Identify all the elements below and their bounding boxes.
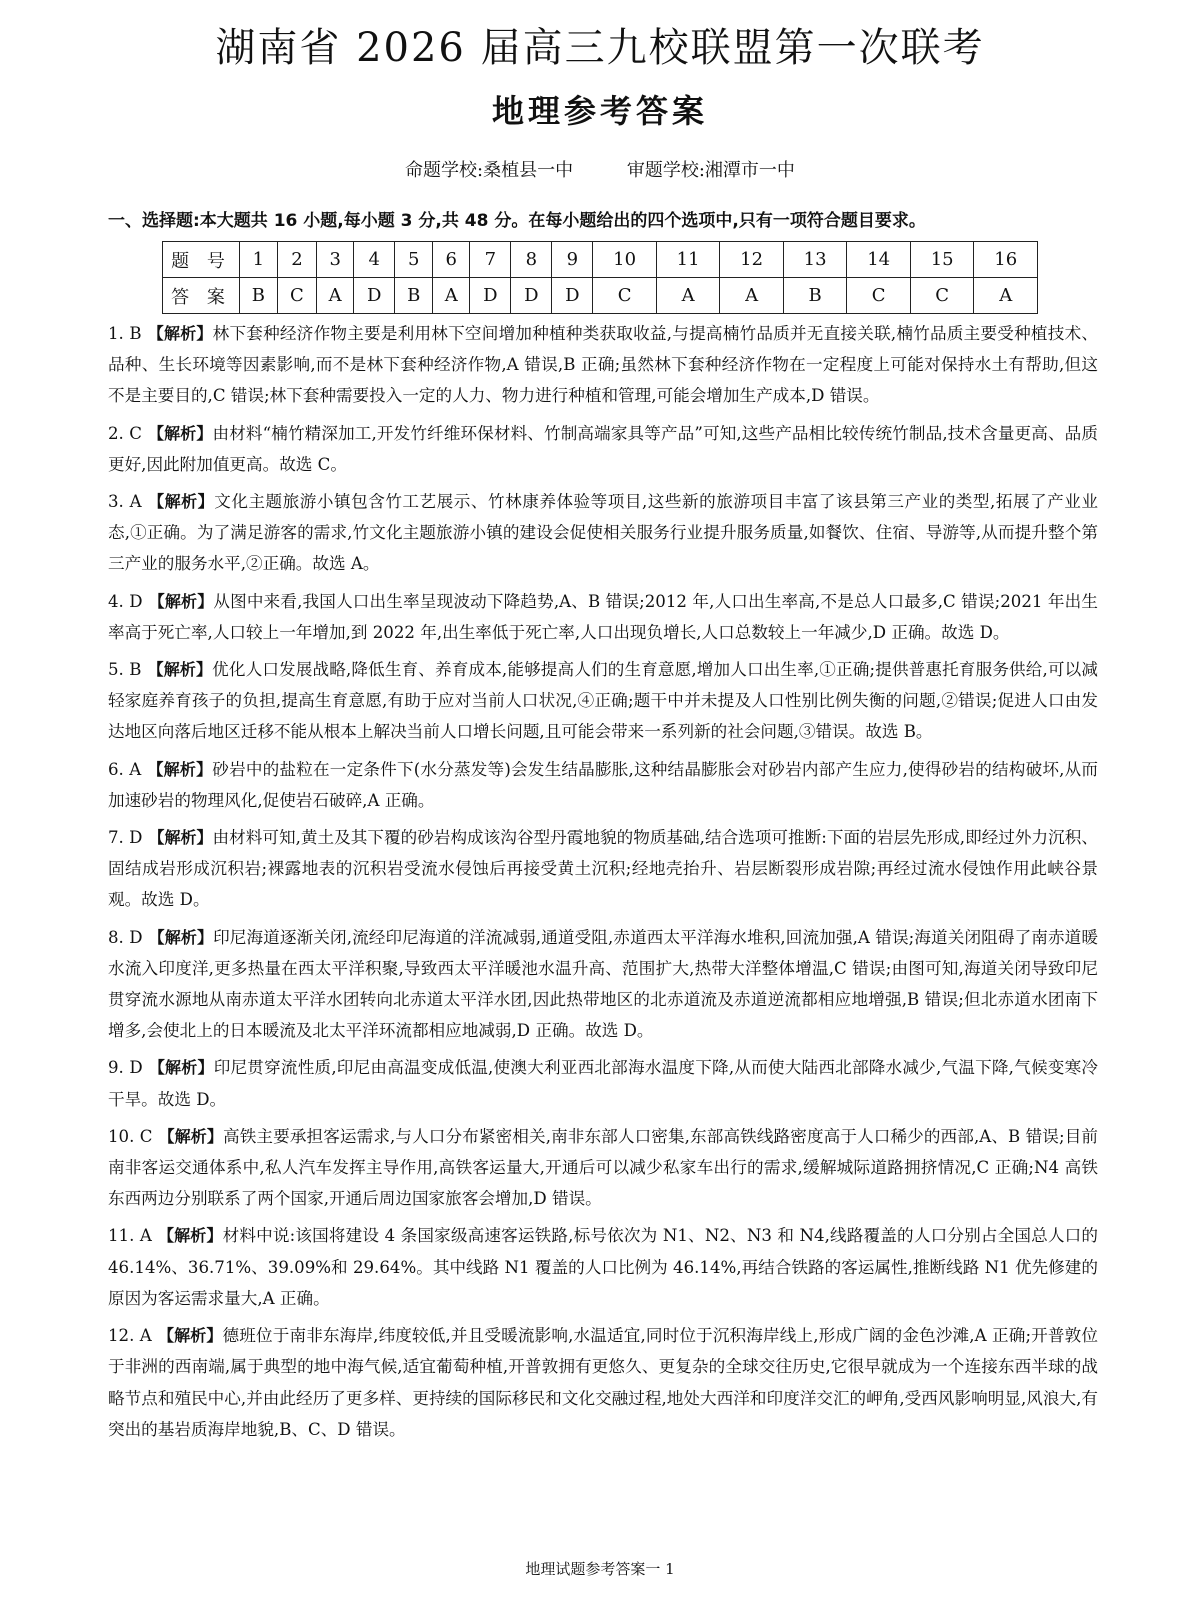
answer-cell: A xyxy=(433,278,470,314)
question-number: 7 xyxy=(470,242,511,278)
answer-table xyxy=(162,241,1038,314)
explanations-list xyxy=(108,318,1098,1451)
analysis-tag: 【解析】 xyxy=(157,1226,223,1246)
explanation-number: 7. D xyxy=(108,828,143,848)
answer-cell: D xyxy=(470,278,511,314)
question-number: 4 xyxy=(354,242,395,278)
explanation-item xyxy=(108,1220,1098,1314)
explanation-text: 高铁主要承担客运需求,与人口分布紧密相关,南非东部人口密集,东部高铁线路密度高于人口稀少的西部,A、B 错误;目前南非客运交通体系中,私人汽车发挥主导作用,高铁客运量大,开通后可以减少私家车出行的需求,缓解城际道路拥挤情况,C 正确;N4 高铁东西两边分别联系了两个国家,开通后周边国家旅客会增加,D 错误。 xyxy=(108,1126,1098,1209)
page-footer: 地理试题参考答案一 1 xyxy=(525,1560,675,1578)
answer-cell: C xyxy=(847,278,911,314)
reviewer-school: 审题学校:湘潭市一中 xyxy=(626,160,795,181)
analysis-tag: 【解析】 xyxy=(148,828,213,848)
explanation-number: 8. D xyxy=(108,927,143,947)
explanation-item xyxy=(108,754,1098,816)
explanation-text: 材料中说:该国将建设 4 条国家级高速客运铁路,标号依次为 N1、N2、N3 和 N4,线路覆盖的人口分别占全国总人口的 46.14%、36.71%、39.09%和 29.64%。其中线路 N1 覆盖的人口比例为 46.14%,再结合铁路的客运属性,推断线路 N1 优先修建的原因为客运需求量大,A 正确。 xyxy=(108,1226,1098,1308)
setter-school: 命题学校:桑植县一中 xyxy=(405,160,574,181)
answer-cell: D xyxy=(552,278,593,314)
question-number: 11 xyxy=(656,242,720,278)
explanation-item xyxy=(108,318,1098,412)
explanation-text: 文化主题旅游小镇包含竹工艺展示、竹林康养体验等项目,这些新的旅游项目丰富了该县第三产业的类型,拓展了产业业态,①正确。为了满足游客的需求,竹文化主题旅游小镇的建设会促使相关服务行业提升服务质量,如餐饮、住宿、导游等,从而提升整个第三产业的服务水平,②正确。故选 A。 xyxy=(108,492,1098,574)
answer-cell: C xyxy=(910,278,974,314)
exam-title: 湖南省 2026 届高三九校联盟第一次联考 xyxy=(215,25,985,71)
row-label-answers: 答 案 xyxy=(163,278,240,314)
answer-cell: C xyxy=(277,278,316,314)
question-number-row xyxy=(163,242,1038,278)
explanation-item xyxy=(108,654,1098,748)
explanation-number: 1. B xyxy=(108,324,142,343)
analysis-tag: 【解析】 xyxy=(148,1058,214,1078)
analysis-tag: 【解析】 xyxy=(147,492,215,512)
section-heading: 一、选择题:本大题共 16 小题,每小题 3 分,共 48 分。在每小题给出的四个选项中,只有一项符合题目要求。 xyxy=(108,211,926,231)
answer-cell: A xyxy=(720,278,784,314)
analysis-tag: 【解析】 xyxy=(147,660,213,680)
explanation-number: 11. A xyxy=(108,1226,152,1246)
explanation-text: 砂岩中的盐粒在一定条件下(水分蒸发等)会发生结晶膨胀,这种结晶膨胀会对砂岩内部产生应力,使得砂岩的结构破坏,从而加速砂岩的物理风化,促使岩石破碎,A 正确。 xyxy=(108,759,1098,810)
question-number: 14 xyxy=(847,242,911,278)
explanation-text: 优化人口发展战略,降低生育、养育成本,能够提高人们的生育意愿,增加人口出生率,①正确;提供普惠托育服务供给,可以减轻家庭养育孩子的负担,提高生育意愿,有助于应对当前人口状况,④正确;题干中并未提及人口性别比例失衡的问题,②错误;促进人口由发达地区向落后地区迁移不能从根本上解决当前人口增长问题,且可能会带来一系列新的社会问题,③错误。故选 B。 xyxy=(108,660,1098,742)
explanation-number: 9. D xyxy=(108,1058,143,1078)
answer-cell: D xyxy=(511,278,552,314)
question-number: 12 xyxy=(720,242,784,278)
explanation-number: 5. B xyxy=(108,660,142,680)
question-number: 10 xyxy=(593,242,657,278)
explanation-number: 4. D xyxy=(108,591,143,611)
question-number: 3 xyxy=(317,242,354,278)
question-number: 2 xyxy=(277,242,316,278)
explanation-item xyxy=(108,922,1098,1047)
row-label-numbers: 题 号 xyxy=(163,242,240,278)
explanation-text: 从图中来看,我国人口出生率呈现波动下降趋势,A、B 错误;2012 年,人口出生率高,不是总人口最多,C 错误;2021 年出生率高于死亡率,人口较上一年增加,到 2022 年,出生率低于死亡率,人口出现负增长,人口总数较上一年减少,D 正确。故选 D。 xyxy=(108,591,1098,642)
question-number: 1 xyxy=(240,242,278,278)
explanation-number: 12. A xyxy=(108,1326,152,1346)
explanation-text: 印尼海道逐渐关闭,流经印尼海道的洋流减弱,通道受阻,赤道西太平洋海水堆积,回流加强,A 错误;海道关闭阻碍了南赤道暖水流入印度洋,更多热量在西太平洋积聚,导致西太平洋暖池水温升高、范围扩大,热带大洋整体增温,C 错误;由图可知,海道关闭导致印尼贯穿流水源地从南赤道太平洋水团转向北赤道太平洋水团,因此热带地区的北赤道流及赤道逆流都相应地增强,B 错误;但北赤道水团南下增多,会使北上的日本暖流及北太平洋环流都相应地减弱,D 正确。故选 D。 xyxy=(108,927,1098,1041)
answer-cell: A xyxy=(656,278,720,314)
answer-row xyxy=(163,278,1038,314)
answer-cell: A xyxy=(317,278,354,314)
question-number: 16 xyxy=(974,242,1038,278)
question-number: 5 xyxy=(395,242,433,278)
analysis-tag: 【解析】 xyxy=(147,759,213,779)
answer-cell: A xyxy=(974,278,1038,314)
explanation-text: 印尼贯穿流性质,印尼由高温变成低温,使澳大利亚西北部海水温度下降,从而使大陆西北部降水减少,气温下降,气候变寒冷干旱。故选 D。 xyxy=(108,1058,1098,1109)
explanation-number: 2. C xyxy=(108,423,142,443)
answer-cell: C xyxy=(593,278,657,314)
explanation-item xyxy=(108,1052,1098,1114)
explanation-number: 10. C xyxy=(108,1126,153,1146)
explanation-item xyxy=(108,1320,1098,1445)
answer-cell: D xyxy=(354,278,395,314)
explanation-text: 林下套种经济作物主要是利用林下空间增加种植种类获取收益,与提高楠竹品质并无直接关联,楠竹品质主要受种植技术、品种、生长环境等因素影响,而不是林下套种经济作物,A 错误,B 正确;虽然林下套种经济作物在一定程度上可能对保持水土有帮助,但这不是主要目的,C 错误;林下套种需要投入一定的人力、物力进行种植和管理,可能会增加生产成本,D 错误。 xyxy=(108,324,1098,406)
explanation-number: 6. A xyxy=(108,759,142,779)
analysis-tag: 【解析】 xyxy=(148,591,214,611)
explanation-text: 由材料可知,黄土及其下覆的砂岩构成该沟谷型丹霞地貌的物质基础,结合选项可推断:下面的岩层先形成,即经过外力沉积、固结成岩形成沉积岩;裸露地表的沉积岩受流水侵蚀后再接受黄土沉积;经地壳抬升、岩层断裂形成岩隙;再经过流水侵蚀作用此峡谷景观。故选 D。 xyxy=(108,828,1098,910)
question-number: 9 xyxy=(552,242,593,278)
explanation-number: 3. A xyxy=(108,492,142,512)
explanation-item xyxy=(108,486,1098,580)
explanation-text: 由材料“楠竹精深加工,开发竹纤维环保材料、竹制高端家具等产品”可知,这些产品相比较传统竹制品,技术含量更高、品质更好,因此附加值更高。故选 C。 xyxy=(108,423,1098,474)
analysis-tag: 【解析】 xyxy=(147,423,213,443)
schools-line xyxy=(0,156,1200,182)
question-number: 6 xyxy=(433,242,470,278)
answer-cell: B xyxy=(395,278,433,314)
analysis-tag: 【解析】 xyxy=(148,927,214,947)
question-number: 13 xyxy=(783,242,847,278)
analysis-tag: 【解析】 xyxy=(157,1326,223,1346)
question-number: 15 xyxy=(910,242,974,278)
explanation-text: 德班位于南非东海岸,纬度较低,并且受暖流影响,水温适宜,同时位于沉积海岸线上,形成广阔的金色沙滩,A 正确;开普敦位于非洲的西南端,属于典型的地中海气候,适宜葡萄种植,开普敦拥有更悠久、更复杂的全球交往历史,它很早就成为一个连接东西半球的战略节点和殖民中心,并由此经历了更多样、更持续的国际移民和文化交融过程,地处大西洋和印度洋交汇的岬角,受西风影响明显,风浪大,有突出的基岩质海岸地貌,B、C、D 错误。 xyxy=(108,1326,1098,1439)
explanation-item xyxy=(108,1121,1098,1215)
answer-key-subtitle: 地理参考答案 xyxy=(491,92,708,130)
explanation-item xyxy=(108,822,1098,916)
analysis-tag: 【解析】 xyxy=(147,324,213,343)
question-number: 8 xyxy=(511,242,552,278)
analysis-tag: 【解析】 xyxy=(158,1126,224,1146)
answer-cell: B xyxy=(240,278,278,314)
explanation-item xyxy=(108,586,1098,648)
answer-cell: B xyxy=(783,278,847,314)
explanation-item xyxy=(108,418,1098,480)
